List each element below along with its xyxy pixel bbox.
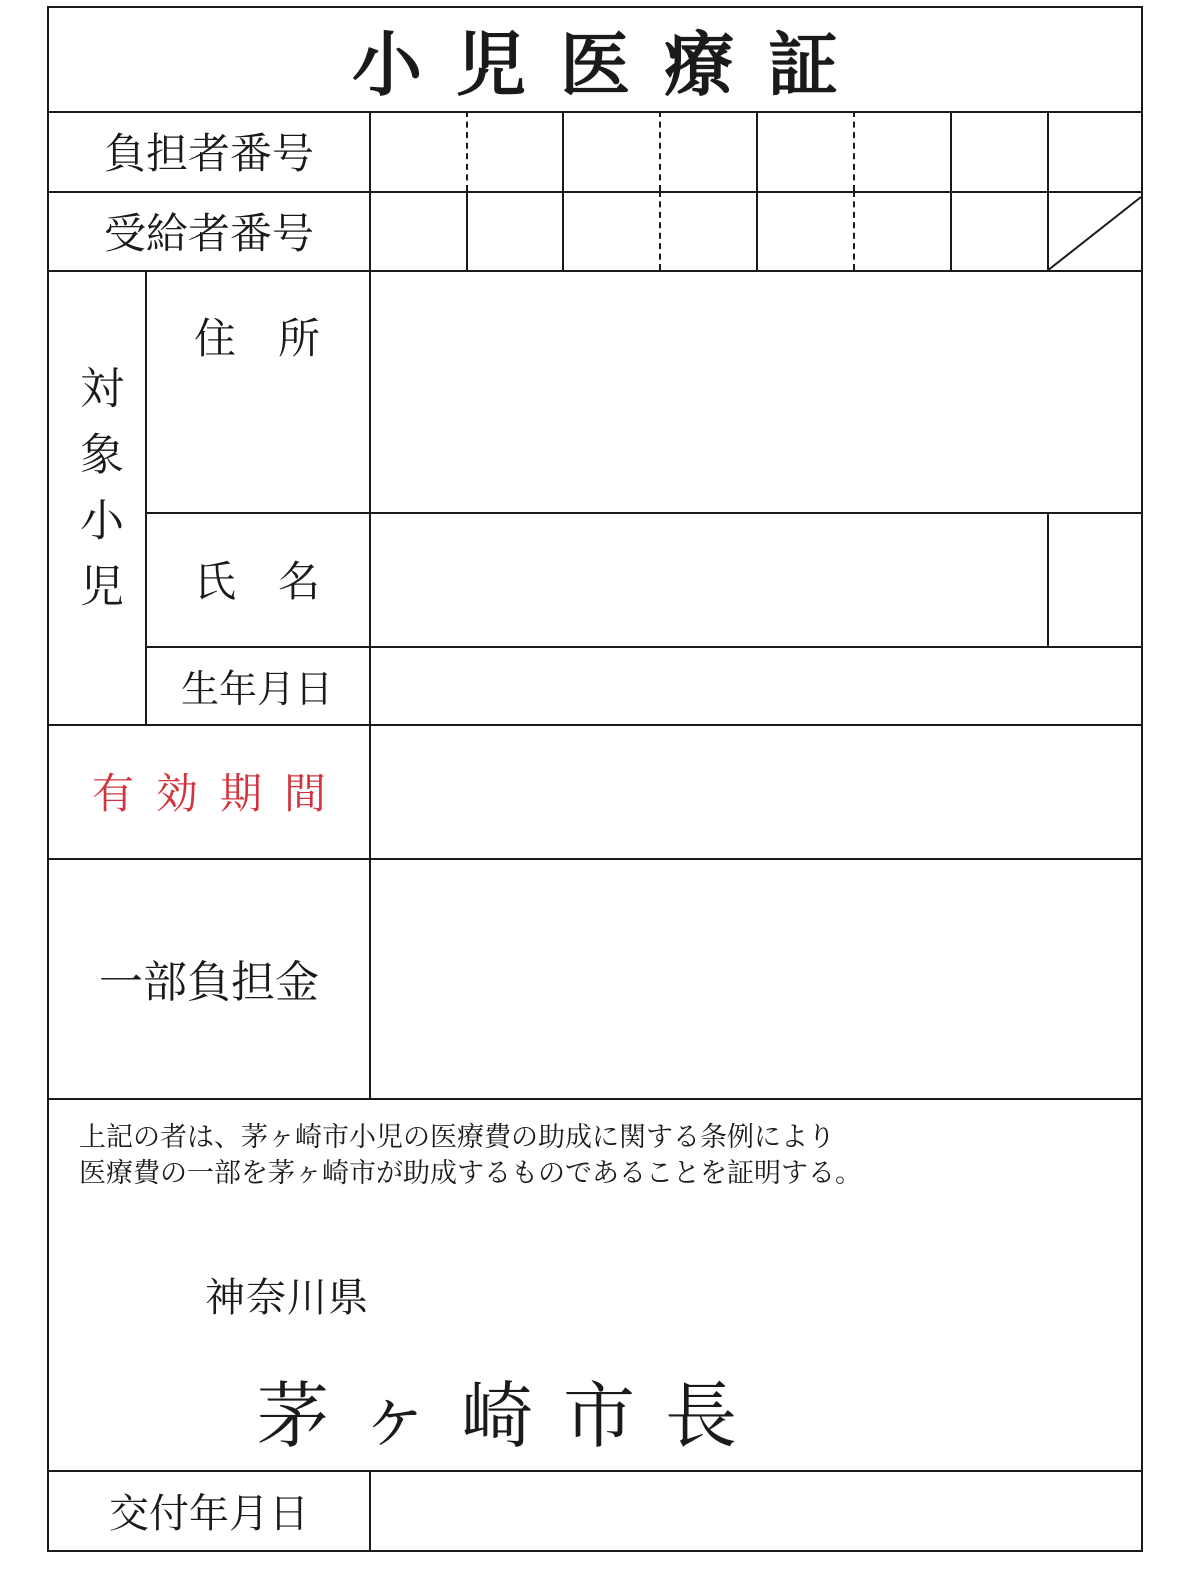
name-field[interactable] [371,514,1047,646]
name-extra-box[interactable] [1049,514,1141,646]
address-label: 住 所 [193,314,320,363]
mayor-signature: 茅ヶ崎市長 [257,1374,768,1458]
medical-certificate-card [47,6,1143,1552]
validity-period-field[interactable] [371,726,1141,858]
copayment-label: 一部負担金 [99,957,319,1008]
payer-number-label: 負担者番号 [103,129,314,178]
payer-number-field[interactable] [371,113,1047,191]
certification-statement: 上記の者は、茅ヶ崎市小児の医療費の助成に関する条例により 医療費の一部を茅ヶ崎市が助成するものであることを証明する。 [79,1122,862,1189]
name-label: 氏 名 [193,557,320,606]
copayment-field[interactable] [371,860,1141,1098]
diagonal-slash [1047,195,1143,273]
issue-date-label: 交付年月日 [109,1490,309,1537]
prefecture-name: 神奈川県 [205,1275,369,1321]
validity-period-label: 有効期間 [91,769,348,818]
recipient-number-field[interactable] [371,193,1047,270]
address-field[interactable] [371,272,1141,512]
issue-date-field[interactable] [371,1472,1141,1550]
target-child-label: 対象小児 [72,365,123,629]
birth-date-field[interactable] [371,648,1141,724]
recipient-number-label: 受給者番号 [103,208,314,258]
certificate-title: 小児医療証 [352,24,872,106]
birth-date-label: 生年月日 [180,666,333,711]
